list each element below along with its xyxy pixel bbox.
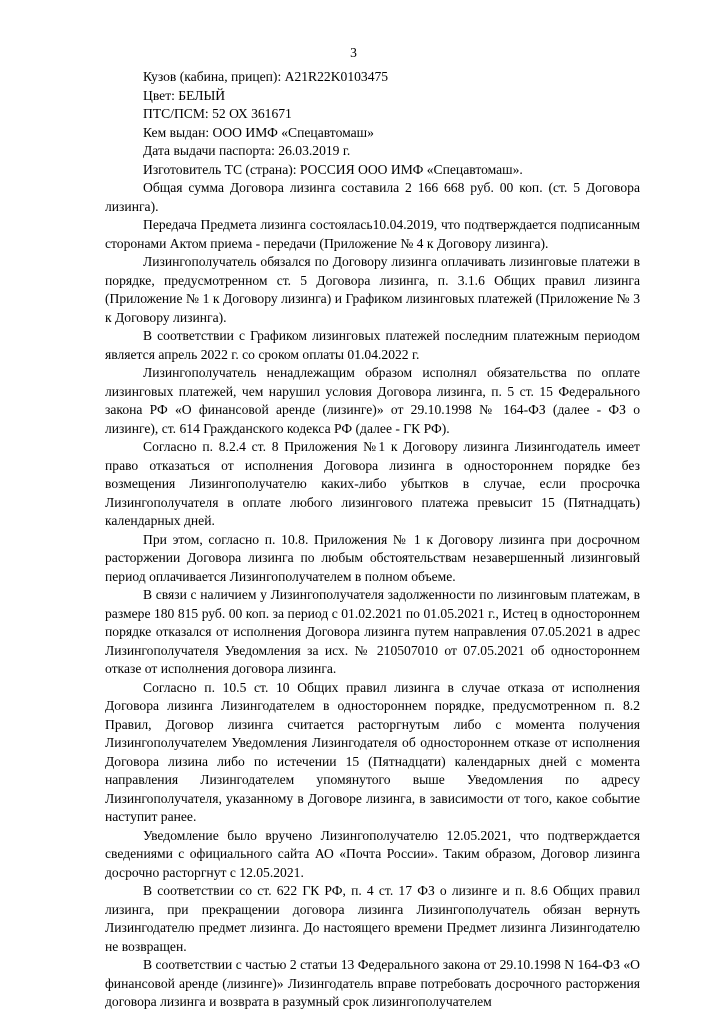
paragraph-return-obligation: В соответствии со ст. 622 ГК РФ, п. 4 ст. 17 ФЗ о лизинге и п. 8.6 Общих правил лизинга, при прекращении договора лизинга Лизингополучатель обязан вернуть Лизингодателю предмет лизинга. До настоящего времени Предмет лизинга Лизингодателю не возвращен.	[105, 883, 640, 954]
vehicle-passport-line: ПТС/ПСМ: 52 ОХ 361671	[143, 106, 292, 121]
paragraph-notice-delivered: Уведомление было вручено Лизингополучателю 12.05.2021, что подтверждается сведениями с официального сайта АО «Почта России». Таким образом, Договор лизинга досрочно расторгнут с 12.05.2021.	[105, 827, 640, 880]
page-number: 3	[350, 45, 357, 60]
vehicle-color-line: Цвет: БЕЛЫЙ	[143, 87, 226, 103]
vehicle-manufacturer-line: Изготовитель ТС (страна): РОССИЯ ООО ИМФ «Спецавтомаш».	[143, 161, 523, 177]
paragraph-transfer: Передача Предмета лизинга состоялась10.04.2019, что подтверждается подписанным сторонами Актом приема - передачи (Приложение № 4 к Договору лизинга).	[105, 217, 640, 251]
paragraph-total-sum: Общая сумма Договора лизинга составила 2 166 668 руб. 00 коп. (ст. 5 Договора лизинга).	[105, 180, 640, 214]
document-body	[105, 68, 640, 1012]
paragraph-early-termination: При этом, согласно п. 10.8. Приложения № 1 к Договору лизинга при досрочном расторжении Договора лизинга по любым обстоятельствам незавершенный лизинговый период оплачивается Лизингополучателем в полном объеме.	[105, 531, 640, 584]
paragraph-payment-obligation: Лизингополучатель обязался по Договору лизинга оплачивать лизинговые платежи в порядке, предусмотренном ст. 5 Договора лизинга, п. 3.1.6 Общих правил лизинга (Приложение № 1 к Договору лизинга) и Графиком лизинговых платежей (Приложение № 3 к Договору лизинга).	[105, 254, 640, 325]
paragraph-refusal-right: Согласно п. 8.2.4 ст. 8 Приложения №1 к Договору лизинга Лизингодатель имеет право отказаться от исполнения Договора лизинга в одностороннем порядке без возмещения Лизингополучателю каких-либо убытков в случае, если просрочка Лизингополучателя в оплате любого лизингового платежа превысит 15 (Пятнадцать) календарных дней.	[105, 439, 640, 528]
paragraph-debt-notice: В связи с наличием у Лизингополучателя задолженности по лизинговым платежам, в размере 180 815 руб. 00 коп. за период с 01.02.2021 по 01.05.2021 г., Истец в одностороннем порядке отказался от исполнения Договора лизинга путем направления 07.05.2021 в адрес Лизингополучателя Уведомления за исх. № 210507010 от 07.05.2021 об одностороннем отказе от исполнения договора лизинга.	[105, 587, 640, 676]
vehicle-passport-date-line: Дата выдачи паспорта: 26.03.2019 г.	[143, 143, 351, 158]
paragraph-termination-moment: Согласно п. 10.5 ст. 10 Общих правил лизинга в случае отказа от исполнения Договора лизинга Лизингодателем в одностороннем порядке, предусмотренном п. 8.2 Правил, Договор лизинга считается расторгнутым либо с момента получения Лизингополучателем Уведомления Лизингодателя об одностороннем отказе от исполнения Договора лизина либо по истечении 15 (Пятнадцати) календарных дней с момента направления Лизингодателем упомянутого выше Уведомления по адресу Лизингополучателя, указанному в Договоре лизинга, в зависимости от того, какое событие наступит ранее.	[105, 679, 640, 824]
paragraph-breach: Лизингополучатель ненадлежащим образом исполнял обязательства по оплате лизинговых платежей, чем нарушил условия Договора лизинга, п. 5 ст. 15 Федерального закона РФ «О финансовой аренде (лизинге)» от 29.10.1998 № 164-ФЗ (далее - ФЗ о лизинге), ст. 614 Гражданского кодекса РФ (далее - ГК РФ).	[105, 365, 640, 436]
paragraph-law-reference: В соответствии с частью 2 статьи 13 Федерального закона от 29.10.1998 N 164-ФЗ «О финансовой аренде (лизинге)» Лизингодатель вправе потребовать досрочного расторжения договора лизинга и возврата в разумный срок лизингополучателем	[105, 957, 640, 1009]
vehicle-body-line: Кузов (кабина, прицеп): A21R22K0103475	[143, 69, 389, 84]
paragraph-payment-schedule: В соответствии с Графиком лизинговых платежей последним платежным периодом является апрель 2022 г. со сроком оплаты 01.04.2022 г.	[105, 328, 640, 362]
vehicle-issuer-line: Кем выдан: ООО ИМФ «Спецавтомаш»	[143, 124, 374, 140]
